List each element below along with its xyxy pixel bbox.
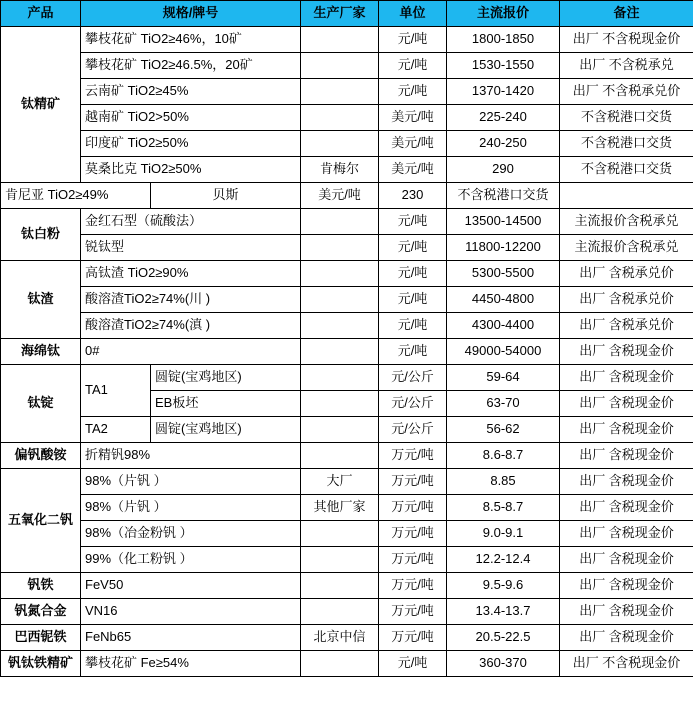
remark-cell: 出厂 不含税承兑价 — [560, 79, 693, 105]
remark-cell: 不含税港口交货 — [447, 183, 560, 209]
unit-cell: 美元/吨 — [301, 183, 379, 209]
table-body — [1, 27, 693, 677]
remark-cell: 不含税港口交货 — [560, 157, 693, 183]
table-row — [1, 27, 693, 53]
table-row — [1, 157, 693, 183]
remark-cell: 主流报价含税承兑 — [560, 235, 693, 261]
price-cell: 360-370 — [447, 651, 560, 677]
remark-cell: 出厂 含税现金价 — [560, 521, 693, 547]
table-row — [1, 521, 693, 547]
unit-cell: 万元/吨 — [379, 521, 447, 547]
spec-grade-cell: TA1 — [81, 365, 151, 417]
remark-cell: 主流报价含税承兑 — [560, 209, 693, 235]
spec-cell: FeNb65 — [81, 625, 301, 651]
spec-cell: 云南矿 TiO2≥45% — [81, 79, 301, 105]
remark-cell: 不含税港口交货 — [560, 131, 693, 157]
maker-cell — [301, 391, 379, 417]
table-row — [1, 313, 693, 339]
unit-cell: 美元/吨 — [379, 157, 447, 183]
unit-cell: 元/吨 — [379, 261, 447, 287]
maker-cell — [301, 339, 379, 365]
price-cell: 12.2-12.4 — [447, 547, 560, 573]
maker-cell: 其他厂家 — [301, 495, 379, 521]
maker-cell — [301, 287, 379, 313]
spec-cell: 莫桑比克 TiO2≥50% — [81, 157, 301, 183]
maker-cell — [301, 365, 379, 391]
price-cell: 1800-1850 — [447, 27, 560, 53]
product-category-cell: 五氧化二钒 — [1, 469, 81, 573]
table-row — [1, 365, 693, 391]
table-row — [1, 105, 693, 131]
product-category-cell: 钛白粉 — [1, 209, 81, 261]
remark-cell: 出厂 含税现金价 — [560, 417, 693, 443]
maker-cell: 贝斯 — [151, 183, 301, 209]
remark-cell: 出厂 含税现金价 — [560, 391, 693, 417]
remark-cell: 出厂 含税现金价 — [560, 469, 693, 495]
spec-cell: 高钛渣 TiO2≥90% — [81, 261, 301, 287]
unit-cell: 元/吨 — [379, 27, 447, 53]
price-cell: 1530-1550 — [447, 53, 560, 79]
table-row — [1, 339, 693, 365]
table-row — [1, 79, 693, 105]
remark-cell: 出厂 不含税现金价 — [560, 27, 693, 53]
remark-cell: 出厂 不含税承兑 — [560, 53, 693, 79]
spec-cell: 98%（冶金粉钒 ） — [81, 521, 301, 547]
maker-cell — [301, 27, 379, 53]
maker-cell: 大厂 — [301, 469, 379, 495]
table-row — [1, 651, 693, 677]
spec-cell: FeV50 — [81, 573, 301, 599]
spec-grade-cell: TA2 — [81, 417, 151, 443]
maker-cell — [301, 443, 379, 469]
remark-cell: 出厂 含税承兑价 — [560, 261, 693, 287]
price-cell: 20.5-22.5 — [447, 625, 560, 651]
unit-cell: 万元/吨 — [379, 599, 447, 625]
table-row — [1, 599, 693, 625]
spec-cell: 印度矿 TiO2≥50% — [81, 131, 301, 157]
table-row — [1, 53, 693, 79]
remark-cell: 出厂 含税现金价 — [560, 599, 693, 625]
product-category-cell: 偏钒酸铵 — [1, 443, 81, 469]
price-cell: 4450-4800 — [447, 287, 560, 313]
spec-detail-cell: 圆锭(宝鸡地区) — [151, 417, 301, 443]
maker-cell — [301, 235, 379, 261]
unit-cell: 万元/吨 — [379, 547, 447, 573]
spec-cell: 攀枝花矿 Fe≥54% — [81, 651, 301, 677]
price-cell: 8.85 — [447, 469, 560, 495]
unit-cell: 美元/吨 — [379, 105, 447, 131]
table-row — [1, 261, 693, 287]
maker-cell — [301, 79, 379, 105]
header-row — [1, 1, 693, 27]
spec-cell: VN16 — [81, 599, 301, 625]
product-category-cell: 海绵钛 — [1, 339, 81, 365]
product-category-cell: 巴西铌铁 — [1, 625, 81, 651]
spec-cell: 锐钛型 — [81, 235, 301, 261]
unit-cell: 元/吨 — [379, 651, 447, 677]
spec-cell: 酸溶渣TiO2≥74%(滇 ) — [81, 313, 301, 339]
header-remark: 备注 — [560, 1, 693, 27]
maker-cell — [301, 521, 379, 547]
remark-cell: 出厂 含税承兑价 — [560, 287, 693, 313]
price-cell: 4300-4400 — [447, 313, 560, 339]
price-cell: 11800-12200 — [447, 235, 560, 261]
unit-cell: 元/吨 — [379, 53, 447, 79]
maker-cell — [301, 105, 379, 131]
price-cell: 8.6-8.7 — [447, 443, 560, 469]
remark-cell: 出厂 含税承兑价 — [560, 313, 693, 339]
unit-cell: 万元/吨 — [379, 443, 447, 469]
remark-cell: 出厂 含税现金价 — [560, 625, 693, 651]
spec-cell: 98%（片钒 ） — [81, 469, 301, 495]
maker-cell — [301, 547, 379, 573]
header-spec: 规格/牌号 — [81, 1, 301, 27]
price-cell: 9.5-9.6 — [447, 573, 560, 599]
maker-cell — [301, 599, 379, 625]
table-row — [1, 235, 693, 261]
spec-cell: 折精钒98% — [81, 443, 301, 469]
table-row — [1, 547, 693, 573]
unit-cell: 元/吨 — [379, 339, 447, 365]
remark-cell: 出厂 含税现金价 — [560, 443, 693, 469]
table-row — [1, 625, 693, 651]
table-row — [1, 469, 693, 495]
product-category-cell: 钛精矿 — [1, 27, 81, 183]
price-cell: 56-62 — [447, 417, 560, 443]
spec-cell: 肯尼亚 TiO2≥49% — [1, 183, 151, 209]
unit-cell: 万元/吨 — [379, 625, 447, 651]
remark-cell: 出厂 不含税现金价 — [560, 651, 693, 677]
unit-cell: 元/公斤 — [379, 417, 447, 443]
spec-cell: 越南矿 TiO2>50% — [81, 105, 301, 131]
product-category-cell: 钛渣 — [1, 261, 81, 339]
unit-cell: 元/吨 — [379, 287, 447, 313]
price-cell: 240-250 — [447, 131, 560, 157]
remark-cell: 出厂 含税现金价 — [560, 573, 693, 599]
remark-cell: 出厂 含税现金价 — [560, 339, 693, 365]
spec-detail-cell: 圆锭(宝鸡地区) — [151, 365, 301, 391]
maker-cell — [301, 209, 379, 235]
price-cell: 59-64 — [447, 365, 560, 391]
remark-cell: 出厂 含税现金价 — [560, 547, 693, 573]
header-unit: 单位 — [379, 1, 447, 27]
maker-cell — [301, 651, 379, 677]
product-category-cell: 钒氮合金 — [1, 599, 81, 625]
spec-cell: 攀枝花矿 TiO2≥46%，10矿 — [81, 27, 301, 53]
table-row — [1, 131, 693, 157]
maker-cell — [301, 53, 379, 79]
spec-detail-cell: EB板坯 — [151, 391, 301, 417]
unit-cell: 万元/吨 — [379, 469, 447, 495]
unit-cell: 元/吨 — [379, 235, 447, 261]
price-cell: 225-240 — [447, 105, 560, 131]
table-row — [1, 183, 693, 209]
unit-cell: 元/公斤 — [379, 391, 447, 417]
header-price: 主流报价 — [447, 1, 560, 27]
spec-cell: 酸溶渣TiO2≥74%(川 ) — [81, 287, 301, 313]
spec-cell: 99%（化工粉钒 ） — [81, 547, 301, 573]
unit-cell: 美元/吨 — [379, 131, 447, 157]
maker-cell — [301, 417, 379, 443]
price-cell: 9.0-9.1 — [447, 521, 560, 547]
unit-cell: 元/公斤 — [379, 365, 447, 391]
product-category-cell: 钒铁 — [1, 573, 81, 599]
unit-cell: 元/吨 — [379, 79, 447, 105]
maker-cell: 肯梅尔 — [301, 157, 379, 183]
unit-cell: 万元/吨 — [379, 573, 447, 599]
price-cell: 49000-54000 — [447, 339, 560, 365]
price-cell: 13500-14500 — [447, 209, 560, 235]
price-cell: 13.4-13.7 — [447, 599, 560, 625]
remark-cell: 出厂 含税现金价 — [560, 495, 693, 521]
price-cell: 230 — [379, 183, 447, 209]
spec-cell: 98%（片钒 ） — [81, 495, 301, 521]
remark-cell: 出厂 含税现金价 — [560, 365, 693, 391]
table-row — [1, 287, 693, 313]
table-row — [1, 209, 693, 235]
table-row — [1, 495, 693, 521]
spec-cell: 0# — [81, 339, 301, 365]
unit-cell: 元/吨 — [379, 313, 447, 339]
unit-cell: 元/吨 — [379, 209, 447, 235]
spec-cell: 攀枝花矿 TiO2≥46.5%，20矿 — [81, 53, 301, 79]
maker-cell — [301, 131, 379, 157]
maker-cell — [301, 261, 379, 287]
header-product: 产品 — [1, 1, 81, 27]
maker-cell — [301, 313, 379, 339]
table-row — [1, 573, 693, 599]
price-cell: 5300-5500 — [447, 261, 560, 287]
table-row — [1, 443, 693, 469]
header-maker: 生产厂家 — [301, 1, 379, 27]
table-header — [1, 1, 693, 27]
price-cell: 63-70 — [447, 391, 560, 417]
remark-cell: 不含税港口交货 — [560, 105, 693, 131]
unit-cell: 万元/吨 — [379, 495, 447, 521]
maker-cell: 北京中信 — [301, 625, 379, 651]
spec-cell: 金红石型（硫酸法） — [81, 209, 301, 235]
price-cell: 8.5-8.7 — [447, 495, 560, 521]
maker-cell — [301, 573, 379, 599]
product-category-cell: 钛锭 — [1, 365, 81, 443]
price-cell: 1370-1420 — [447, 79, 560, 105]
table-row — [1, 417, 693, 443]
product-category-cell: 钒钛铁精矿 — [1, 651, 81, 677]
price-cell: 290 — [447, 157, 560, 183]
